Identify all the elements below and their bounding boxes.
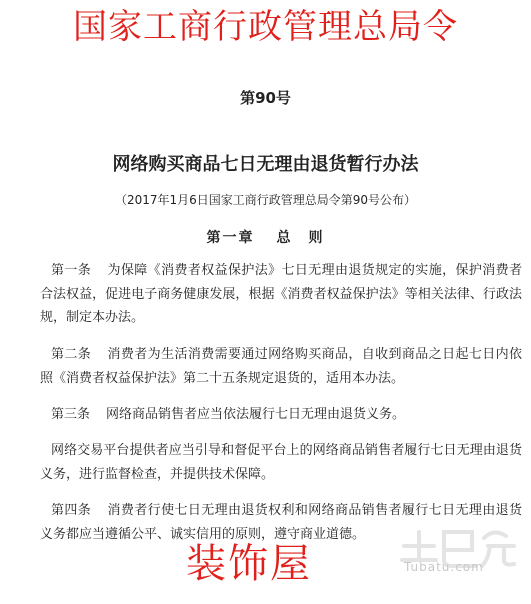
chapter-label: 第一章 [206,230,255,246]
chapter-name: 总 则 [276,230,325,246]
article-label: 第四条 [51,503,92,518]
article-label: 第三条 [51,407,91,422]
article-label: 第一条 [51,263,92,278]
article-text: 为保障《消费者权益保护法》七日无理由退货规定的实施，保护消费者合法权益，促进电子商务健康发展，根据《消费者权益保护法》等相关法律、行政法规，制定本办法。 [40,263,522,325]
article-text: 消费者行使七日无理由退货权利和网络商品销售者履行七日无理由退货义务都应当遵循公平、诚实信用的原则，遵守商业道德。 [40,503,522,542]
article-3-paragraph-2 [40,439,522,486]
article-text: 消费者为生活消费需要通过网络购买商品，自收到商品之日起七日内依照《消费者权益保护法》第二十五条规定退货的，适用本办法。 [40,347,522,386]
chapter-heading [0,228,531,248]
article-3 [40,403,522,427]
document-title: 网络购买商品七日无理由退货暂行办法 [112,154,419,175]
decree-header-title: 国家工商行政管理总局令 [73,7,458,47]
document-subtitle: （2017年1月6日国家工商行政管理总局令第90号公布） [114,193,417,207]
article-text: 网络交易平台提供者应当引导和督促平台上的网络商品销售者履行七日无理由退货义务，进行监督检查，并提供技术保障。 [40,443,522,482]
article-2 [40,343,522,390]
article-1 [40,259,522,330]
decree-number: 第90号 [240,89,291,107]
article-label: 第二条 [51,347,92,362]
overlay-caption: 装饰屋 [186,541,312,587]
article-text: 网络商品销售者应当依法履行七日无理由退货义务。 [106,407,406,422]
watermark-domain: Tubatu.com [404,560,484,574]
